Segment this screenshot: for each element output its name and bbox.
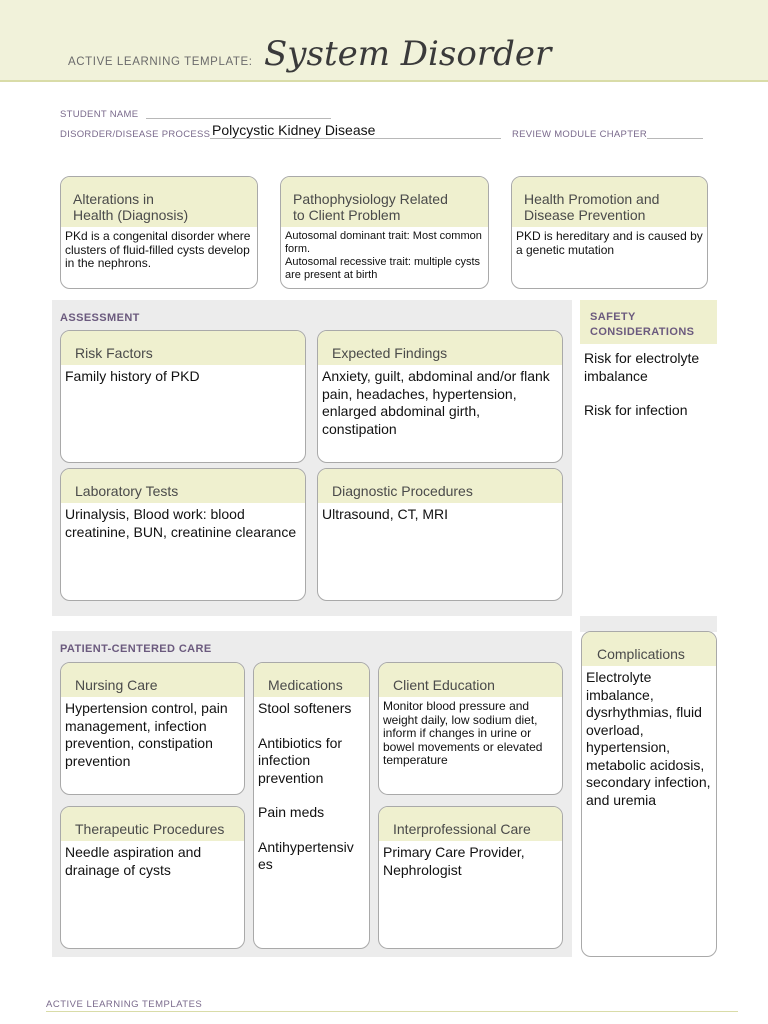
complications-card [581,631,717,957]
expected-findings-body[interactable]: Anxiety, guilt, abdominal and/or flank pain, headaches, hypertension, enlarged abdominal girth, constipation [322,368,550,437]
disorder-field[interactable]: Polycystic Kidney Disease [212,122,376,138]
diagnostic-procedures-card [317,468,563,601]
therapeutic-procedures-body[interactable]: Needle aspiration and drainage of cysts [65,844,202,878]
alterations-title: Alterations in Health (Diagnosis) [61,177,257,227]
laboratory-tests-body[interactable]: Urinalysis, Blood work: blood creatinine, BUN, creatinine clearance [65,506,297,540]
health-promotion-title: Health Promotion and Disease Prevention [512,177,707,227]
student-name-label: STUDENT NAME [60,109,139,120]
safety-item: Risk for electrolyte imbalance [584,350,700,384]
medications-title: Medications [254,663,369,697]
expected-findings-card [317,330,563,463]
client-education-card [378,662,563,795]
safety-item: Risk for infection [584,402,688,418]
interprofessional-care-title: Interprofessional Care [379,807,562,841]
client-education-body[interactable]: Monitor blood pressure and weight daily, low sodium diet, inform if changes in urine or bowel movements or elevated temperature [383,699,543,767]
health-promotion-body[interactable]: PKD is hereditary and is caused by a genetic mutation [516,229,703,257]
health-promotion-card [511,176,708,289]
expected-findings-title: Expected Findings [318,331,562,365]
safety-considerations-body[interactable] [580,344,717,616]
footer-divider [46,1011,738,1012]
risk-factors-card [60,330,306,463]
risk-factors-body[interactable]: Family history of PKD [65,368,200,384]
nursing-care-card [60,662,245,795]
nursing-care-body[interactable]: Hypertension control, pain management, infection prevention, constipation prevention [65,700,228,769]
medication-item: Stool softeners [258,700,352,716]
alterations-body[interactable]: PKd is a congenital disorder where clusters of fluid-filled cysts develop in the nephrons. [65,229,251,270]
interprofessional-care-body[interactable]: Primary Care Provider, Nephrologist [383,844,525,878]
template-title: System Disorder [264,34,552,74]
safety-panel-bottom [580,616,717,632]
patient-care-label: PATIENT-CENTERED CARE [60,643,212,655]
disorder-label: DISORDER/DISEASE PROCESS [60,129,211,140]
pathophysiology-body[interactable]: Autosomal dominant trait: Most common form. Autosomal recessive trait: multiple cysts are present at birth [285,230,482,281]
medication-item: Antihypertensiv es [258,838,354,872]
assessment-label: ASSESSMENT [60,312,140,324]
review-chapter-line [647,138,703,139]
safety-considerations-label: SAFETY CONSIDERATIONS [580,300,717,344]
interprofessional-care-card [378,806,563,949]
nursing-care-title: Nursing Care [61,663,244,697]
therapeutic-procedures-title: Therapeutic Procedures [61,807,244,841]
template-prefix: ACTIVE LEARNING TEMPLATE: [68,56,253,68]
student-name-line [146,118,331,119]
therapeutic-procedures-card [60,806,245,949]
laboratory-tests-card [60,468,306,601]
diagnostic-procedures-body[interactable]: Ultrasound, CT, MRI [322,506,449,522]
medications-body[interactable] [254,697,369,874]
pathophysiology-card [280,176,489,289]
pathophysiology-title: Pathophysiology Related to Client Problem [281,177,488,227]
template-banner [0,0,768,82]
diagnostic-procedures-title: Diagnostic Procedures [318,469,562,503]
client-education-title: Client Education [379,663,562,697]
complications-body[interactable]: Electrolyte imbalance, dysrhythmias, fluid overload, hypertension, metabolic acidosis, secondary infection, and uremia [586,669,711,808]
alterations-card [60,176,258,289]
review-chapter-label: REVIEW MODULE CHAPTER [512,129,648,140]
medications-card [253,662,370,949]
risk-factors-title: Risk Factors [61,331,305,365]
footer-label: ACTIVE LEARNING TEMPLATES [46,999,203,1010]
disorder-line [210,138,501,139]
laboratory-tests-title: Laboratory Tests [61,469,305,503]
medication-item: Antibiotics for infection prevention [258,734,343,786]
medication-item: Pain meds [258,804,325,820]
complications-title: Complications [582,632,716,666]
